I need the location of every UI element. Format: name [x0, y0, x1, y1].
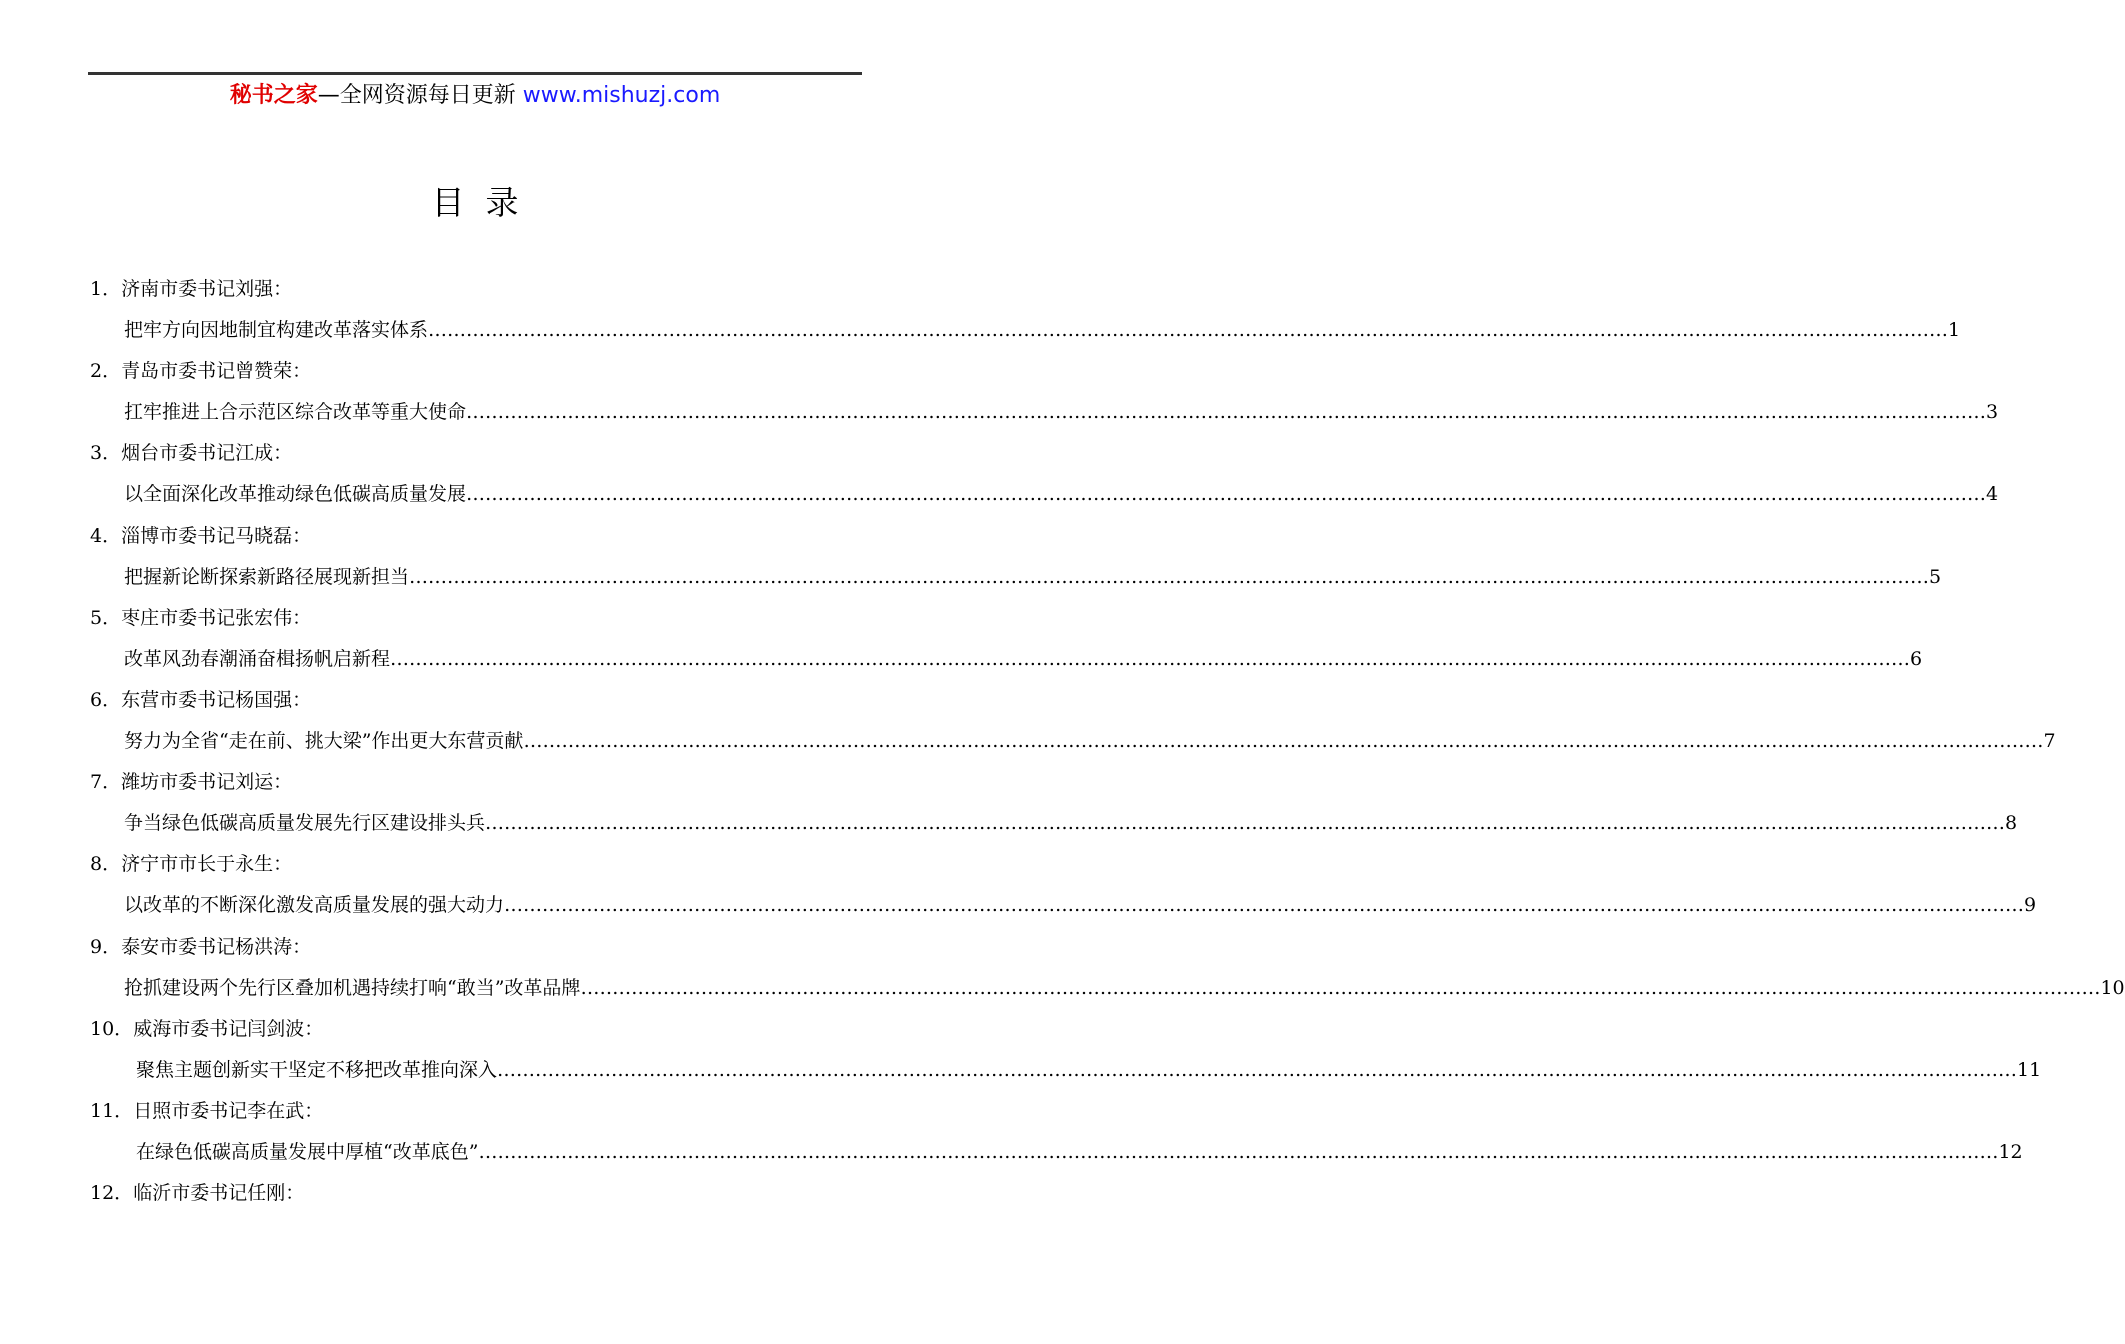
toc-page-number: 8	[2005, 812, 2018, 835]
toc-entry-title: 扛牢推进上合示范区综合改革等重大使命	[124, 401, 467, 424]
toc-entry-title: 以改革的不断深化激发高质量发展的强大动力	[124, 894, 505, 917]
toc-entry-link[interactable]	[124, 397, 1999, 427]
toc-entry-author-name: 东营市委书记杨国强：	[121, 689, 312, 711]
toc-page-number: 12	[1998, 1141, 2023, 1163]
toc-dot-leader: ……………………………………………………………………………………………………………………………………………………………………………………………………………………	[390, 647, 1911, 670]
toc-entry-author	[90, 603, 311, 633]
toc-page-number: 5	[1929, 565, 1942, 588]
toc-entry-title: 以全面深化改革推动绿色低碳高质量发展	[124, 483, 467, 506]
toc-dot-leader: ……………………………………………………………………………………………………………………………………………………………………………………………………………………	[580, 976, 2101, 999]
toc-entry-title: 把牢方向因地制宜构建改革落实体系	[124, 319, 429, 341]
toc-dot-leader: ……………………………………………………………………………………………………………………………………………………………………………………………………………………	[466, 401, 1987, 424]
toc-page-number: 9	[2024, 894, 2037, 917]
page-title: 目 录	[431, 183, 519, 222]
toc-entry-title: 改革风劲春潮涌奋楫扬帆启新程	[124, 647, 391, 670]
site-tagline: —全网资源每日更新	[317, 83, 523, 108]
toc-entry-link[interactable]	[124, 973, 2125, 1003]
toc-entry-author	[90, 932, 311, 962]
toc-entry-link[interactable]	[124, 644, 1923, 674]
toc-entry-title: 聚焦主题创新实干坚定不移把改革推向深入	[136, 1058, 498, 1081]
toc-entry-number: 2．	[90, 360, 122, 383]
toc-entry-author	[90, 685, 311, 715]
toc-entry-author-name: 淄博市委书记马晓磊：	[121, 524, 312, 547]
site-brand: 秘书之家	[229, 83, 318, 108]
toc-dot-leader: ……………………………………………………………………………………………………………………………………………………………………………………………………………………	[485, 812, 2006, 835]
toc-dot-leader: ……………………………………………………………………………………………………………………………………………………………………………………………………………………	[523, 730, 2044, 752]
toc-entry-number: 6．	[90, 689, 122, 711]
toc-entry-author	[90, 274, 292, 304]
toc-dot-leader: ……………………………………………………………………………………………………………………………………………………………………………………………………………………	[478, 1141, 1999, 1163]
toc-entry-number: 5．	[90, 606, 122, 629]
toc-entry-number: 9．	[90, 935, 122, 958]
toc-entry-author-name: 济南市委书记刘强：	[121, 278, 293, 300]
toc-entry-link[interactable]	[136, 1055, 2042, 1085]
site-url-link[interactable]: www.mishuzj.com	[522, 83, 721, 108]
toc-entry-number: 11．	[90, 1100, 134, 1122]
toc-entry-title: 在绿色低碳高质量发展中厚植“改革底色”	[136, 1141, 479, 1163]
toc-entry-author-name: 威海市委书记闫剑波：	[133, 1017, 324, 1040]
toc-entry-author	[90, 1096, 323, 1126]
toc-entry-author-name: 济宁市市长于永生：	[121, 853, 293, 876]
toc-entry-author	[90, 356, 311, 386]
toc-entry-author	[90, 1178, 304, 1208]
toc-entry-author	[90, 849, 292, 879]
toc-entry-author	[90, 438, 292, 468]
toc-entry-title: 把握新论断探索新路径展现新担当	[124, 565, 410, 588]
toc-page-number: 6	[1910, 647, 1923, 670]
toc-entry-author	[90, 767, 292, 797]
toc-entry-link[interactable]	[124, 726, 2056, 756]
toc-page-number: 3	[1986, 401, 1999, 424]
toc-entry-author-name: 青岛市委书记曾赞荣：	[121, 360, 312, 383]
toc-entry-author-name: 烟台市委书记江成：	[121, 442, 293, 465]
toc-entry-link[interactable]	[124, 808, 2018, 838]
toc-entry-link[interactable]	[124, 562, 1942, 592]
toc-dot-leader: ……………………………………………………………………………………………………………………………………………………………………………………………………………………	[466, 483, 1987, 506]
toc-entry-author-name: 临沂市委书记任刚：	[133, 1182, 305, 1205]
toc-page-number: 11	[2017, 1058, 2042, 1081]
toc-entry-number: 4．	[90, 524, 122, 547]
top-rule	[88, 72, 862, 75]
site-header	[0, 80, 950, 112]
toc-entry-author	[90, 1014, 323, 1044]
toc-entry-number: 7．	[90, 771, 122, 794]
toc-entry-number: 8．	[90, 853, 122, 876]
toc-entry-link[interactable]	[136, 1137, 2023, 1167]
toc-dot-leader: ……………………………………………………………………………………………………………………………………………………………………………………………………………………	[409, 565, 1930, 588]
toc-dot-leader: ……………………………………………………………………………………………………………………………………………………………………………………………………………………	[504, 894, 2025, 917]
toc-entry-link[interactable]	[124, 315, 1961, 345]
toc-entry-number: 12．	[90, 1182, 134, 1205]
toc-entry-title: 努力为全省“走在前、挑大梁”作出更大东营贡献	[124, 730, 524, 752]
toc-entry-title: 抢抓建设两个先行区叠加机遇持续打响“敢当”改革品牌	[124, 976, 581, 999]
toc-entry-author	[90, 521, 311, 551]
toc-entry-number: 3．	[90, 442, 122, 465]
toc-entry-author-name: 枣庄市委书记张宏伟：	[121, 606, 312, 629]
toc-entry-link[interactable]	[124, 479, 1999, 509]
toc-dot-leader: ……………………………………………………………………………………………………………………………………………………………………………………………………………………	[497, 1058, 2018, 1081]
toc-page-number: 4	[1986, 483, 1999, 506]
toc-page-number: 1	[1948, 319, 1961, 341]
toc-dot-leader: ……………………………………………………………………………………………………………………………………………………………………………………………………………………	[428, 319, 1949, 341]
toc-page-number: 7	[2043, 730, 2056, 752]
toc-entry-title: 争当绿色低碳高质量发展先行区建设排头兵	[124, 812, 486, 835]
toc-entry-author-name: 泰安市委书记杨洪涛：	[121, 935, 312, 958]
toc-entry-number: 1．	[90, 278, 122, 300]
toc-entry-author-name: 日照市委书记李在武：	[133, 1100, 324, 1122]
toc-entry-author-name: 潍坊市委书记刘运：	[121, 771, 293, 794]
toc-entry-number: 10．	[90, 1017, 134, 1040]
toc-page-number: 10	[2100, 976, 2125, 999]
toc-entry-link[interactable]	[124, 890, 2037, 920]
